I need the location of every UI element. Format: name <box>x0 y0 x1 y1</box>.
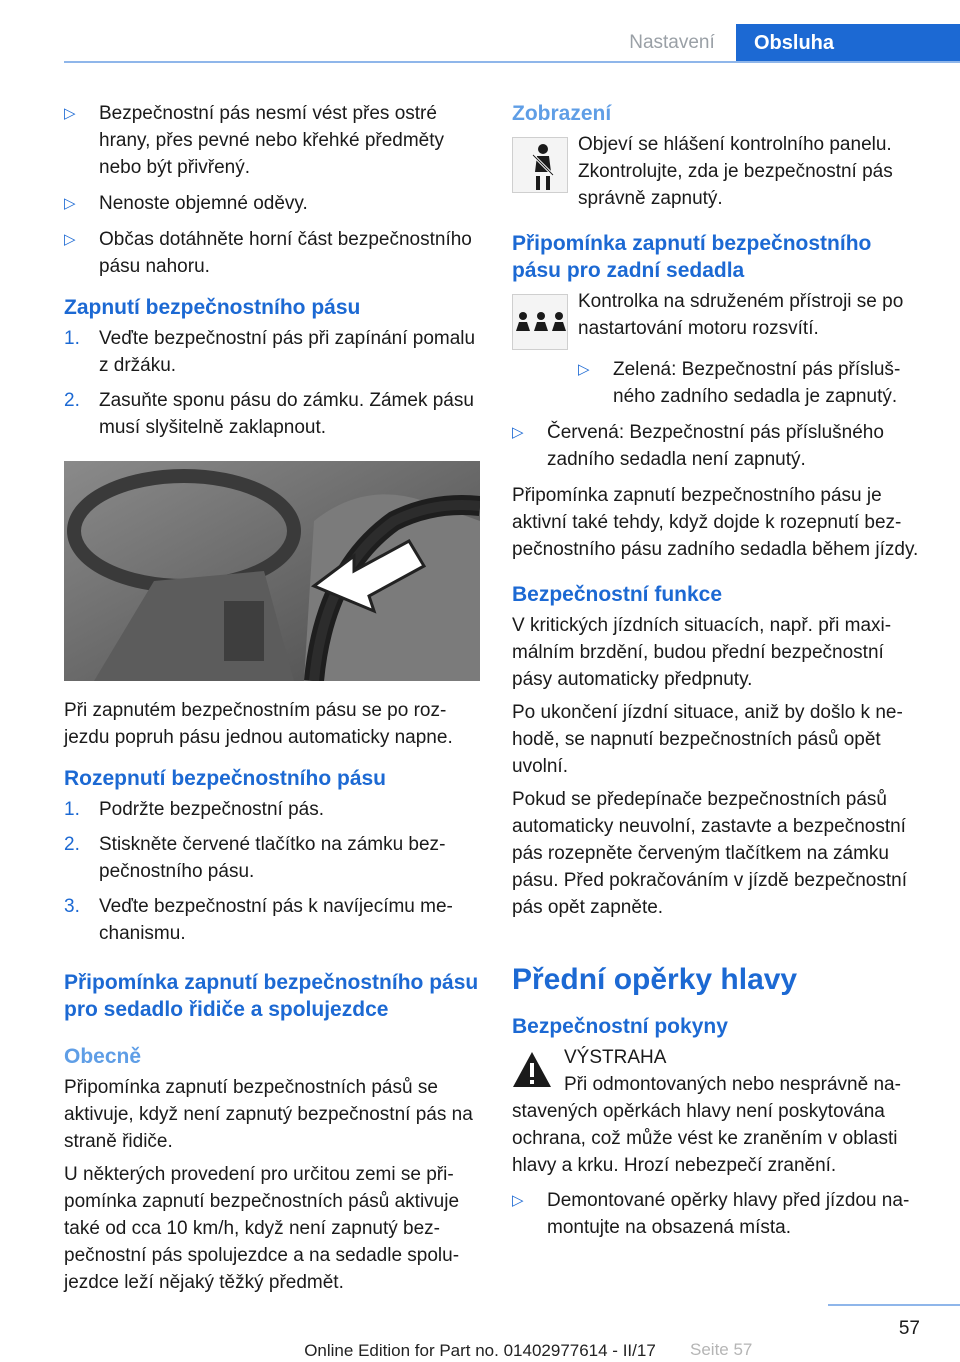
display-row: Objeví se hlášení kontrolního panelu. Zkontrolujte, zda je bezpečnostní pás správně zapnutý. <box>512 131 924 212</box>
safety-paragraph: V kritických jízdních situacích, např. při maximálním brzdění, budou přední bezpečnostní pásy automaticky předpnuty. <box>512 615 892 690</box>
front-reminder-paragraph: Připomínka zapnutí bezpečnostních pásů se aktivuje, když není zapnutý bezpečnostní pás na straně řidiče. <box>64 1077 473 1152</box>
list-item: ▷ Občas dotáhněte horní část bezpečnostního pásu nahoru. <box>64 226 480 280</box>
list-item: ▷ Bezpečnostní pás nesmí vést přes ostré hrany, přes pevné nebo křehké předměty nebo být přivřený. <box>64 100 480 181</box>
watermark: Seite 57 <box>690 1340 753 1359</box>
rear-seats-icon <box>512 294 568 350</box>
unfasten-heading: Rozepnutí bezpečnostního pásu <box>64 767 387 790</box>
footer-rule <box>828 1304 960 1306</box>
triangle-bullet-icon: ▷ <box>64 195 76 212</box>
step-item: 3. Veďte bezpečnostní pás k navíjecímu mechanismu. <box>64 896 453 944</box>
page-number: 57 <box>898 1318 920 1339</box>
warning-triangle-icon <box>512 1050 552 1090</box>
edition-line: Online Edition for Part no. 01402977614 - II/17 <box>304 1341 656 1360</box>
triangle-bullet-icon: ▷ <box>578 361 590 378</box>
triangle-bullet-icon: ▷ <box>512 1192 524 1209</box>
triangle-bullet-icon: ▷ <box>512 424 524 441</box>
list-item: ▷ Zelená: Bezpečnostní pás příslušného zadního sedadla je zapnutý. <box>578 356 924 410</box>
safety-paragraph: Po ukončení jízdní situace, aniž by došlo k nehodě, se napnutí bezpečnostních pásů opět uvolní. <box>512 702 903 777</box>
chapter-tab[interactable]: Obsluha <box>736 24 960 62</box>
warning-label: VÝSTRAHA <box>564 1047 667 1068</box>
seatbelt-photo <box>64 461 480 681</box>
step-item: 2. Zasuňte sponu pásu do zámku. Zámek pásu musí slyšitelně zaklapnout. <box>64 390 474 438</box>
warning-text: Při odmontovaných nebo nesprávně nastavených opěrkách hlavy není poskytována ochrana, což může vést ke zraněním v oblasti hlavy a krku. Hrozí nebezpečí zranění. <box>512 1074 901 1176</box>
list-item: ▷ Červená: Bezpečnostní pás příslušného zadního sedadla není zapnutý. <box>512 419 924 473</box>
list-item: ▷ Demontované opěrky hlavy před jízdou namontujte na obsazená místa. <box>512 1187 924 1241</box>
triangle-bullet-icon: ▷ <box>64 105 76 122</box>
right-column <box>512 100 924 1250</box>
step-item: 2. Stiskněte červené tlačítko na zámku bezpečnostního pásu. <box>64 834 446 882</box>
rear-reminder-heading: Připomínka zapnutí bezpečnostního pásu pro zadní sedadla <box>512 232 872 282</box>
safety-heading: Bezpečnostní funkce <box>512 583 723 606</box>
header-rule <box>64 61 960 63</box>
display-heading: Zobrazení <box>512 102 612 125</box>
general-heading: Obecně <box>64 1045 142 1068</box>
headrests-heading: Přední opěrky hlavy <box>512 963 798 996</box>
left-column <box>64 100 480 1302</box>
safety-notes-heading: Bezpečnostní pokyny <box>512 1015 728 1038</box>
seatbelt-photo-illustration <box>64 461 480 681</box>
front-reminder-paragraph: U některých provedení pro určitou zemi se připomínka zapnutí bezpečnostních pásů aktivuje také od cca 10 km/h, když není zapnutý bezpečnostní pás spolujezdce a na sedadle spolujezdce leží nějaký těžký předmět. <box>64 1164 460 1293</box>
fasten-heading: Zapnutí bezpečnostního pásu <box>64 296 361 319</box>
list-item: ▷ Nenoste objemné oděvy. <box>64 190 480 217</box>
rear-reminder-paragraph: Připomínka zapnutí bezpečnostního pásu je aktivní také tehdy, když dojde k rozepnutí bezpečnostního pásu zadního sedadla během jízdy. <box>512 485 919 560</box>
step-item: 1. Veďte bezpečnostní pás při zapínání pomalu z držáku. <box>64 328 476 376</box>
step-item: 1. Podržte bezpečnostní pás. <box>64 799 324 820</box>
safety-paragraph: Pokud se předepínače bezpečnostních pásů automaticky neuvolní, zastavte a bezpečnostní pás rozepněte červeným tlačítkem na zámku pásu. Před pokračováním v jízdě bezpečnostní pás opět zapněte. <box>512 789 908 918</box>
warning-block <box>512 1044 924 1179</box>
rear-reminder-row: Kontrolka na sdruženém přístroji se po nastartování motoru rozsvítí. <box>512 288 924 348</box>
front-reminder-heading: Připomínka zapnutí bezpečnostního pásu pro sedadlo řidiče a spolujezdce <box>64 971 479 1021</box>
triangle-bullet-icon: ▷ <box>64 231 76 248</box>
photo-caption: Při zapnutém bezpečnostním pásu se po rozjezdu popruh pásu jednou automaticky napne. <box>64 700 453 748</box>
section-tab[interactable]: Nastavení <box>629 32 715 53</box>
seatbelt-icon <box>512 137 568 193</box>
page-header <box>0 0 960 62</box>
